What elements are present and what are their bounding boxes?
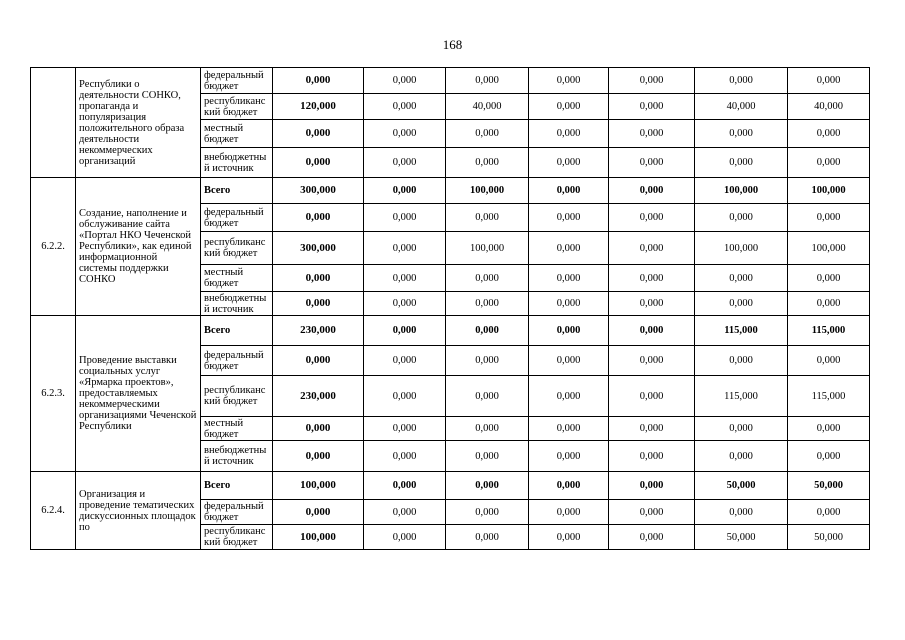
- year-value-cell: 0,000: [788, 265, 870, 292]
- year-value-cell: 100,000: [446, 178, 529, 204]
- year-value-cell: 0,000: [529, 68, 609, 94]
- year-value-cell: 0,000: [529, 148, 609, 178]
- year-value-cell: 0,000: [695, 346, 788, 376]
- year-value-cell: 0,000: [609, 441, 695, 472]
- year-value-cell: 0,000: [788, 204, 870, 232]
- funding-source-cell: федеральный бюджет: [201, 68, 273, 94]
- year-value-cell: 0,000: [364, 292, 446, 316]
- total-value-cell: 0,000: [273, 148, 364, 178]
- year-value-cell: 115,000: [788, 316, 870, 346]
- total-value-cell: 0,000: [273, 346, 364, 376]
- page-number: 168: [442, 37, 463, 52]
- year-value-cell: 0,000: [446, 376, 529, 417]
- year-value-cell: 0,000: [788, 500, 870, 525]
- year-value-cell: 0,000: [446, 316, 529, 346]
- year-value-cell: 0,000: [446, 417, 529, 441]
- funding-source-cell: республиканс кий бюджет: [201, 376, 273, 417]
- year-value-cell: 0,000: [609, 500, 695, 525]
- year-value-cell: 0,000: [609, 376, 695, 417]
- year-value-cell: 0,000: [788, 148, 870, 178]
- year-value-cell: 0,000: [788, 441, 870, 472]
- year-value-cell: 0,000: [529, 316, 609, 346]
- item-code-cell: 6.2.4.: [31, 472, 76, 550]
- year-value-cell: 0,000: [364, 500, 446, 525]
- funding-source-cell: внебюджетны й источник: [201, 292, 273, 316]
- year-value-cell: 0,000: [446, 525, 529, 550]
- year-value-cell: 0,000: [364, 68, 446, 94]
- year-value-cell: 0,000: [446, 148, 529, 178]
- funding-source-cell: федеральный бюджет: [201, 500, 273, 525]
- total-value-cell: 100,000: [273, 472, 364, 500]
- total-value-cell: 0,000: [273, 417, 364, 441]
- year-value-cell: 0,000: [609, 292, 695, 316]
- year-value-cell: 0,000: [788, 68, 870, 94]
- year-value-cell: 0,000: [529, 500, 609, 525]
- year-value-cell: 0,000: [609, 472, 695, 500]
- year-value-cell: 0,000: [609, 68, 695, 94]
- year-value-cell: 0,000: [609, 265, 695, 292]
- year-value-cell: 40,000: [446, 94, 529, 120]
- total-value-cell: 120,000: [273, 94, 364, 120]
- year-value-cell: 0,000: [364, 232, 446, 265]
- total-value-cell: 0,000: [273, 500, 364, 525]
- budget-table-body: [31, 68, 870, 550]
- year-value-cell: 0,000: [529, 232, 609, 265]
- total-value-cell: 230,000: [273, 376, 364, 417]
- year-value-cell: 0,000: [446, 265, 529, 292]
- item-code-cell: 6.2.3.: [31, 316, 76, 472]
- year-value-cell: 0,000: [446, 68, 529, 94]
- funding-source-cell: Всего: [201, 472, 273, 500]
- total-value-cell: 100,000: [273, 525, 364, 550]
- year-value-cell: 0,000: [446, 441, 529, 472]
- year-value-cell: 0,000: [529, 441, 609, 472]
- year-value-cell: 0,000: [609, 346, 695, 376]
- item-name-cell: Проведение выставки социальных услуг «Ярмарка проектов», предоставляемых некоммерческими организациями Чеченской Республики: [76, 316, 201, 472]
- year-value-cell: 100,000: [446, 232, 529, 265]
- year-value-cell: 0,000: [529, 292, 609, 316]
- funding-source-cell: местный бюджет: [201, 417, 273, 441]
- year-value-cell: 0,000: [529, 204, 609, 232]
- year-value-cell: 0,000: [695, 417, 788, 441]
- year-value-cell: 0,000: [529, 417, 609, 441]
- total-value-cell: 0,000: [273, 292, 364, 316]
- year-value-cell: 0,000: [364, 417, 446, 441]
- table-row: [31, 68, 870, 94]
- year-value-cell: 0,000: [529, 265, 609, 292]
- funding-source-cell: республиканс кий бюджет: [201, 232, 273, 265]
- year-value-cell: 0,000: [609, 120, 695, 148]
- year-value-cell: 0,000: [529, 525, 609, 550]
- year-value-cell: 40,000: [695, 94, 788, 120]
- year-value-cell: 50,000: [695, 472, 788, 500]
- year-value-cell: 0,000: [695, 292, 788, 316]
- year-value-cell: 0,000: [609, 148, 695, 178]
- year-value-cell: 100,000: [695, 178, 788, 204]
- year-value-cell: 100,000: [695, 232, 788, 265]
- budget-table: [30, 67, 870, 550]
- year-value-cell: 0,000: [609, 316, 695, 346]
- total-value-cell: 300,000: [273, 178, 364, 204]
- year-value-cell: 100,000: [788, 232, 870, 265]
- year-value-cell: 115,000: [788, 376, 870, 417]
- total-value-cell: 0,000: [273, 120, 364, 148]
- funding-source-cell: Всего: [201, 316, 273, 346]
- year-value-cell: 0,000: [695, 265, 788, 292]
- year-value-cell: 0,000: [364, 441, 446, 472]
- year-value-cell: 0,000: [364, 525, 446, 550]
- funding-source-cell: местный бюджет: [201, 265, 273, 292]
- total-value-cell: 0,000: [273, 265, 364, 292]
- item-name-cell: Республики о деятельности СОНКО, пропаганда и популяризация положительного образа деятельности некоммерческих организаций: [76, 68, 201, 178]
- item-code-cell: 6.2.2.: [31, 178, 76, 316]
- table-row: [31, 316, 870, 346]
- year-value-cell: 0,000: [529, 346, 609, 376]
- year-value-cell: 115,000: [695, 376, 788, 417]
- funding-source-cell: федеральный бюджет: [201, 204, 273, 232]
- year-value-cell: 50,000: [788, 525, 870, 550]
- year-value-cell: 0,000: [695, 148, 788, 178]
- year-value-cell: 0,000: [364, 346, 446, 376]
- year-value-cell: 50,000: [695, 525, 788, 550]
- item-name-cell: Создание, наполнение и обслуживание сайта «Портал НКО Чеченской Республики», как единой информационной системы поддержки СОНКО: [76, 178, 201, 316]
- year-value-cell: 0,000: [364, 204, 446, 232]
- year-value-cell: 0,000: [364, 265, 446, 292]
- year-value-cell: 0,000: [364, 94, 446, 120]
- year-value-cell: 0,000: [788, 120, 870, 148]
- year-value-cell: 115,000: [695, 316, 788, 346]
- funding-source-cell: республиканс кий бюджет: [201, 525, 273, 550]
- year-value-cell: 0,000: [529, 120, 609, 148]
- year-value-cell: 0,000: [529, 376, 609, 417]
- year-value-cell: 50,000: [788, 472, 870, 500]
- year-value-cell: 0,000: [788, 346, 870, 376]
- total-value-cell: 0,000: [273, 441, 364, 472]
- funding-source-cell: местный бюджет: [201, 120, 273, 148]
- year-value-cell: 0,000: [446, 292, 529, 316]
- year-value-cell: 0,000: [788, 292, 870, 316]
- year-value-cell: 0,000: [609, 417, 695, 441]
- year-value-cell: 0,000: [609, 178, 695, 204]
- year-value-cell: 40,000: [788, 94, 870, 120]
- year-value-cell: 0,000: [364, 316, 446, 346]
- year-value-cell: 0,000: [609, 94, 695, 120]
- item-code-cell: [31, 68, 76, 178]
- item-name-cell: Организация и проведение тематических дискуссионных площадок по: [76, 472, 201, 550]
- year-value-cell: 0,000: [529, 94, 609, 120]
- year-value-cell: 100,000: [788, 178, 870, 204]
- year-value-cell: 0,000: [609, 232, 695, 265]
- year-value-cell: 0,000: [529, 472, 609, 500]
- year-value-cell: 0,000: [364, 148, 446, 178]
- year-value-cell: 0,000: [695, 204, 788, 232]
- table-row: [31, 472, 870, 500]
- year-value-cell: 0,000: [695, 441, 788, 472]
- funding-source-cell: республиканс кий бюджет: [201, 94, 273, 120]
- year-value-cell: 0,000: [446, 120, 529, 148]
- funding-source-cell: Всего: [201, 178, 273, 204]
- year-value-cell: 0,000: [695, 500, 788, 525]
- year-value-cell: 0,000: [446, 204, 529, 232]
- total-value-cell: 300,000: [273, 232, 364, 265]
- year-value-cell: 0,000: [788, 417, 870, 441]
- year-value-cell: 0,000: [446, 346, 529, 376]
- year-value-cell: 0,000: [364, 120, 446, 148]
- year-value-cell: 0,000: [364, 178, 446, 204]
- year-value-cell: 0,000: [609, 525, 695, 550]
- year-value-cell: 0,000: [446, 472, 529, 500]
- year-value-cell: 0,000: [695, 68, 788, 94]
- total-value-cell: 230,000: [273, 316, 364, 346]
- year-value-cell: 0,000: [364, 376, 446, 417]
- year-value-cell: 0,000: [695, 120, 788, 148]
- funding-source-cell: внебюджетны й источник: [201, 148, 273, 178]
- year-value-cell: 0,000: [364, 472, 446, 500]
- year-value-cell: 0,000: [446, 500, 529, 525]
- funding-source-cell: федеральный бюджет: [201, 346, 273, 376]
- total-value-cell: 0,000: [273, 68, 364, 94]
- table-row: [31, 178, 870, 204]
- year-value-cell: 0,000: [609, 204, 695, 232]
- funding-source-cell: внебюджетны й источник: [201, 441, 273, 472]
- total-value-cell: 0,000: [273, 204, 364, 232]
- year-value-cell: 0,000: [529, 178, 609, 204]
